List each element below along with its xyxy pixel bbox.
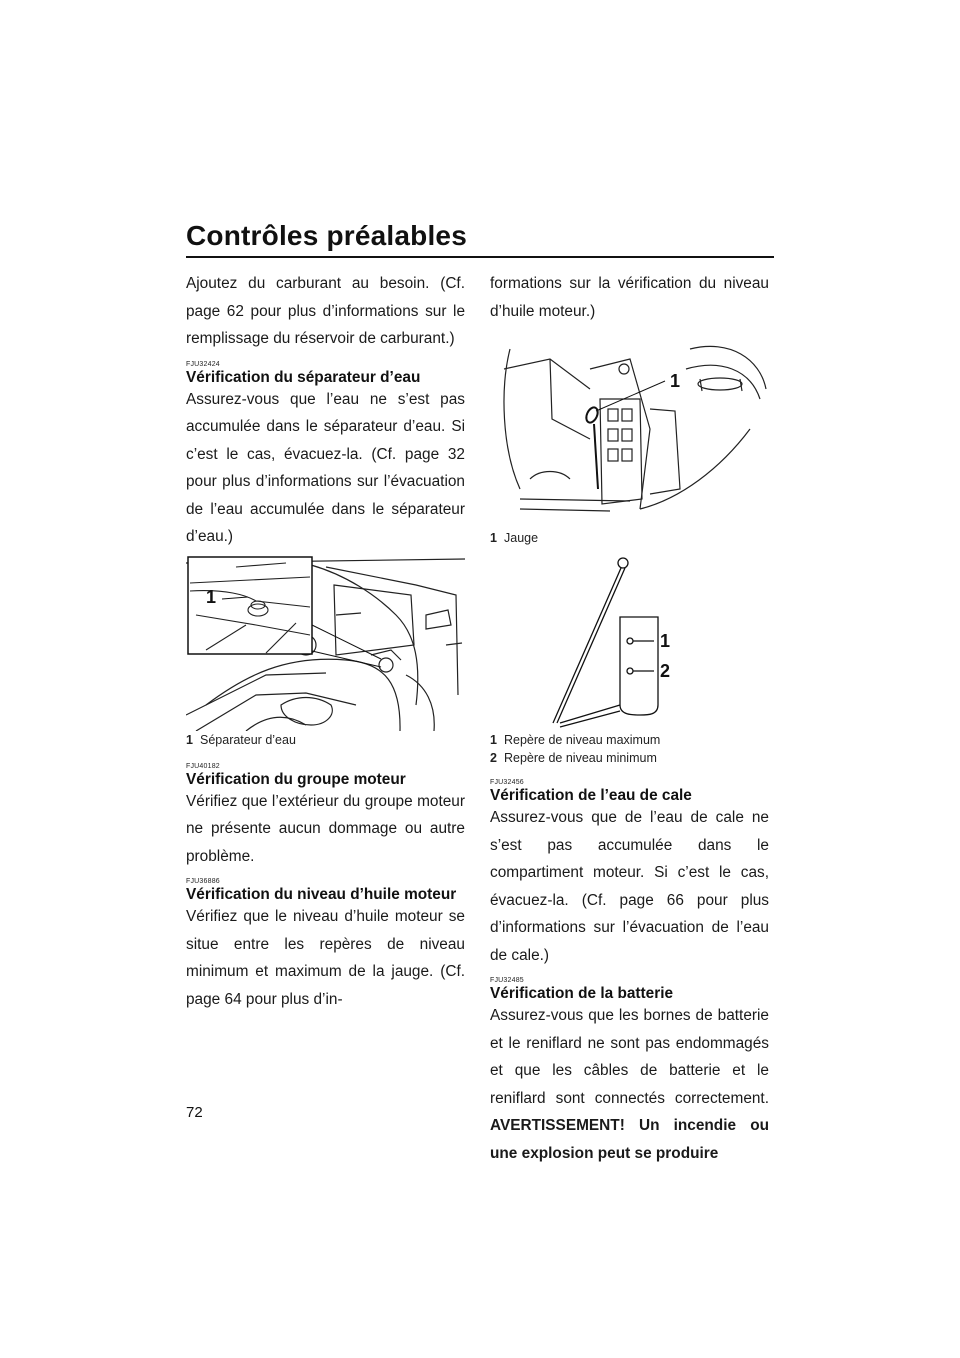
caption-number: 2 xyxy=(490,751,497,765)
water-separator-body: Assurez-vous que l’eau ne s’est pas accumulée dans le séparateur d’eau. Si c’est le cas, évacuez-la. (Cf. page 32 pour plus d’informations sur l’évacuation de l’eau accumulée dans le séparateur d’eau.) xyxy=(186,390,465,545)
caption-text: Séparateur d’eau xyxy=(200,732,296,747)
caption-text: Repère de niveau maximum xyxy=(504,733,661,747)
figure-caption xyxy=(186,731,465,749)
reference-code: FJU32456 xyxy=(490,779,524,786)
figure-caption xyxy=(490,749,769,767)
callout-number-2: 2 xyxy=(660,661,671,681)
oil-level-continuation: formations sur la vérification du niveau d’huile moteur.) xyxy=(490,275,769,320)
reference-code: FJU32424 xyxy=(186,360,220,368)
reference-code: FJU32485 xyxy=(490,977,524,984)
figure-caption xyxy=(490,529,769,547)
section-heading-water-separator: Vérification du séparateur d’eau xyxy=(186,368,421,386)
right-column xyxy=(490,270,769,1167)
battery-body-text: Assurez-vous que les bornes de batterie et le reniflard ne sont pas endommagés et que les câbles de batterie et le reniflard sont connectés correctement. xyxy=(490,1007,769,1107)
page-number: 72 xyxy=(186,1104,203,1121)
section-heading-battery: Vérification de la batterie xyxy=(490,985,674,1002)
left-column xyxy=(186,270,465,1013)
callout-number: 1 xyxy=(670,371,681,391)
dipstick-detail-figure xyxy=(490,555,769,767)
intro-paragraph: Ajoutez du carburant au besoin. (Cf. page 62 pour plus d’informations sur le remplissage du réservoir de carburant.) xyxy=(186,275,465,347)
engine-unit-body: Vérifiez que l’extérieur du groupe moteur ne présente aucun dommage ou autre problème. xyxy=(186,792,465,865)
battery-body xyxy=(490,1002,769,1167)
caption-number: 1 xyxy=(490,733,497,747)
engine-dipstick-figure xyxy=(490,329,769,547)
caption-text: Jauge xyxy=(504,531,539,545)
caption-number: 1 xyxy=(490,531,497,545)
callout-number-1: 1 xyxy=(660,631,671,651)
section-heading-engine-unit: Vérification du groupe moteur xyxy=(186,770,406,788)
section-heading-bilge: Vérification de l’eau de cale xyxy=(490,787,692,804)
callout-number: 1 xyxy=(206,586,217,607)
reference-code: FJU40182 xyxy=(186,762,220,770)
caption-number: 1 xyxy=(186,732,193,747)
water-separator-figure xyxy=(186,555,465,749)
reference-code: FJU36886 xyxy=(186,878,220,885)
engine-illustration xyxy=(490,329,769,529)
page-title: Contrôles préalables xyxy=(186,220,467,251)
callout-leader-line xyxy=(596,381,665,411)
water-separator-illustration xyxy=(186,555,465,731)
battery-warning: AVERTISSEMENT! Un incendie ou une explosion peut se produire xyxy=(490,1117,769,1162)
section-heading-oil-level: Vérification du niveau d’huile moteur xyxy=(186,886,457,903)
figure-caption xyxy=(490,731,769,749)
oil-level-body: Vérifiez que le niveau d’huile moteur se situe entre les repères de niveau minimum et maximum de la jauge. (Cf. page 64 pour plus d’in- xyxy=(186,908,465,1008)
bilge-body: Assurez-vous que de l’eau de cale ne s’est pas accumulée dans le compartiment moteur. Si c’est le cas, évacuez-la. (Cf. page 66 pour plus d’informations sur l’évacuation de l’eau de cale.) xyxy=(490,809,769,964)
title-rule xyxy=(186,256,774,258)
caption-text: Repère de niveau minimum xyxy=(504,751,657,765)
dipstick-illustration xyxy=(490,555,769,731)
